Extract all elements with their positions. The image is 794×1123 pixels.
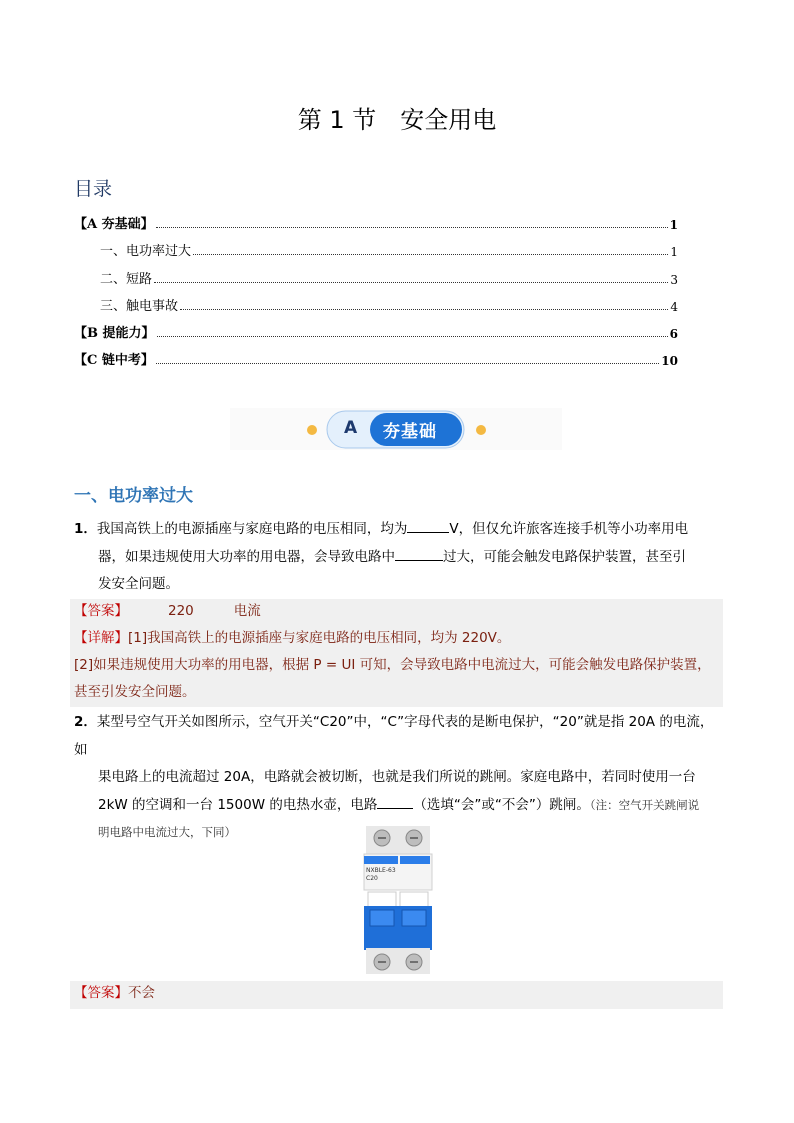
toc-item-a[interactable] xyxy=(74,213,678,232)
toc-item-b[interactable] xyxy=(74,322,678,341)
answer-label: 【答案】 xyxy=(74,985,128,1001)
answer-value: 不会 xyxy=(128,985,155,1001)
page-title: 第 1 节 安全用电 xyxy=(297,106,497,134)
answer-value-1: 220 xyxy=(168,603,194,619)
toc-item-label: 三、触电事故 xyxy=(100,299,179,314)
section-banner xyxy=(230,404,562,454)
question-1 xyxy=(74,516,724,599)
circuit-breaker-image xyxy=(362,826,434,974)
q2-blank[interactable] xyxy=(377,808,413,809)
toc-leader xyxy=(157,335,668,337)
toc-item-label: 【A 夯基础】 xyxy=(74,217,154,232)
q1-text: 器，如果违规使用大功率的用电器，会导致电路中 xyxy=(98,548,395,565)
detail-line-1 xyxy=(74,625,510,653)
answer-2-row xyxy=(74,980,155,1008)
breaker-model: NXBLE-63 xyxy=(366,867,396,874)
answer-box-1 xyxy=(70,599,723,707)
q1-text: 过大，可能会触发电路保护装置，甚至引 xyxy=(443,548,686,565)
toc-item-page: 10 xyxy=(661,354,678,368)
answer-label: 【答案】 xyxy=(74,603,128,619)
banner-letter: A xyxy=(344,418,358,438)
toc-item-page: 1 xyxy=(670,245,678,259)
toc-item-section3[interactable] xyxy=(100,295,678,314)
toc-item-label: 【C 链中考】 xyxy=(74,353,154,368)
q2-note: （注：空气开关跳闸说 xyxy=(589,797,700,812)
q2-text: （选填“会”或“不会”）跳闸。 xyxy=(413,796,590,813)
q2-text: 2kW 的空调和一台 1500W 的电热水壶，电路 xyxy=(98,796,378,813)
q1-blank-2[interactable] xyxy=(395,560,443,561)
circuit-breaker-graphic xyxy=(362,826,434,974)
q2-note: 明电路中电流过大，下同） xyxy=(98,825,236,839)
answer-box-2 xyxy=(70,981,723,1009)
toc-heading: 目录 xyxy=(74,178,113,200)
toc-item-page: 4 xyxy=(670,300,678,314)
q1-number: 1． xyxy=(74,521,97,537)
q2-line-2: 果电路上的电流超过 20A，电路就会被切断，也就是我们所说的跳闸。家庭电路中，若同时使用一台 xyxy=(98,769,696,785)
toc-leader xyxy=(193,253,668,255)
toc-item-page: 3 xyxy=(670,273,678,287)
q1-text: 我国高铁上的电源插座与家庭电路的电压相同，均为 xyxy=(96,521,408,537)
q1-line-1 xyxy=(74,516,724,544)
detail-line-2: [2]如果违规使用大功率的用电器，根据 P = UI 可知，会导致电路中电流过大，可能会触发电路保护装置， xyxy=(74,657,711,673)
toc-item-label: 一、电功率过大 xyxy=(100,244,192,259)
answer-value-2: 电流 xyxy=(233,603,261,619)
q1-blank-1[interactable] xyxy=(407,532,449,533)
toc-item-section1[interactable] xyxy=(100,240,678,259)
q1-text: V，但仅允许旅客连接手机等小功率用电 xyxy=(449,521,689,537)
q1-line-2 xyxy=(74,544,724,572)
q1-line-3: 发安全问题。 xyxy=(98,576,179,592)
toc-leader xyxy=(156,362,659,364)
toc-item-c[interactable] xyxy=(74,349,678,368)
detail-text: [1]我国高铁上的电源插座与家庭电路的电压相同，均为 220V。 xyxy=(128,630,511,646)
q2-text: 某型号空气开关如图所示，空气开关“C20”中，“C”字母代表的是断电保护，“20”就是指 20A 的电流，如 xyxy=(74,714,714,758)
answer-1-row xyxy=(74,598,261,626)
toc-item-section2[interactable] xyxy=(100,268,678,287)
detail-line-3: 甚至引发安全问题。 xyxy=(74,684,196,700)
q2-line-3 xyxy=(74,792,724,820)
toc-leader xyxy=(156,226,668,228)
detail-label: 【详解】 xyxy=(74,630,128,646)
toc-item-page: 6 xyxy=(669,327,678,341)
toc-item-page: 1 xyxy=(669,218,678,232)
section-heading: 一、电功率过大 xyxy=(74,486,193,506)
q2-line-1 xyxy=(74,709,724,764)
toc-leader xyxy=(180,308,668,310)
toc-item-label: 【B 提能力】 xyxy=(74,326,155,341)
q2-number: 2． xyxy=(74,714,97,730)
toc-item-label: 二、短路 xyxy=(100,272,153,287)
toc-leader xyxy=(154,281,668,283)
breaker-rating: C20 xyxy=(366,875,378,882)
banner-text: 夯基础 xyxy=(383,422,437,442)
